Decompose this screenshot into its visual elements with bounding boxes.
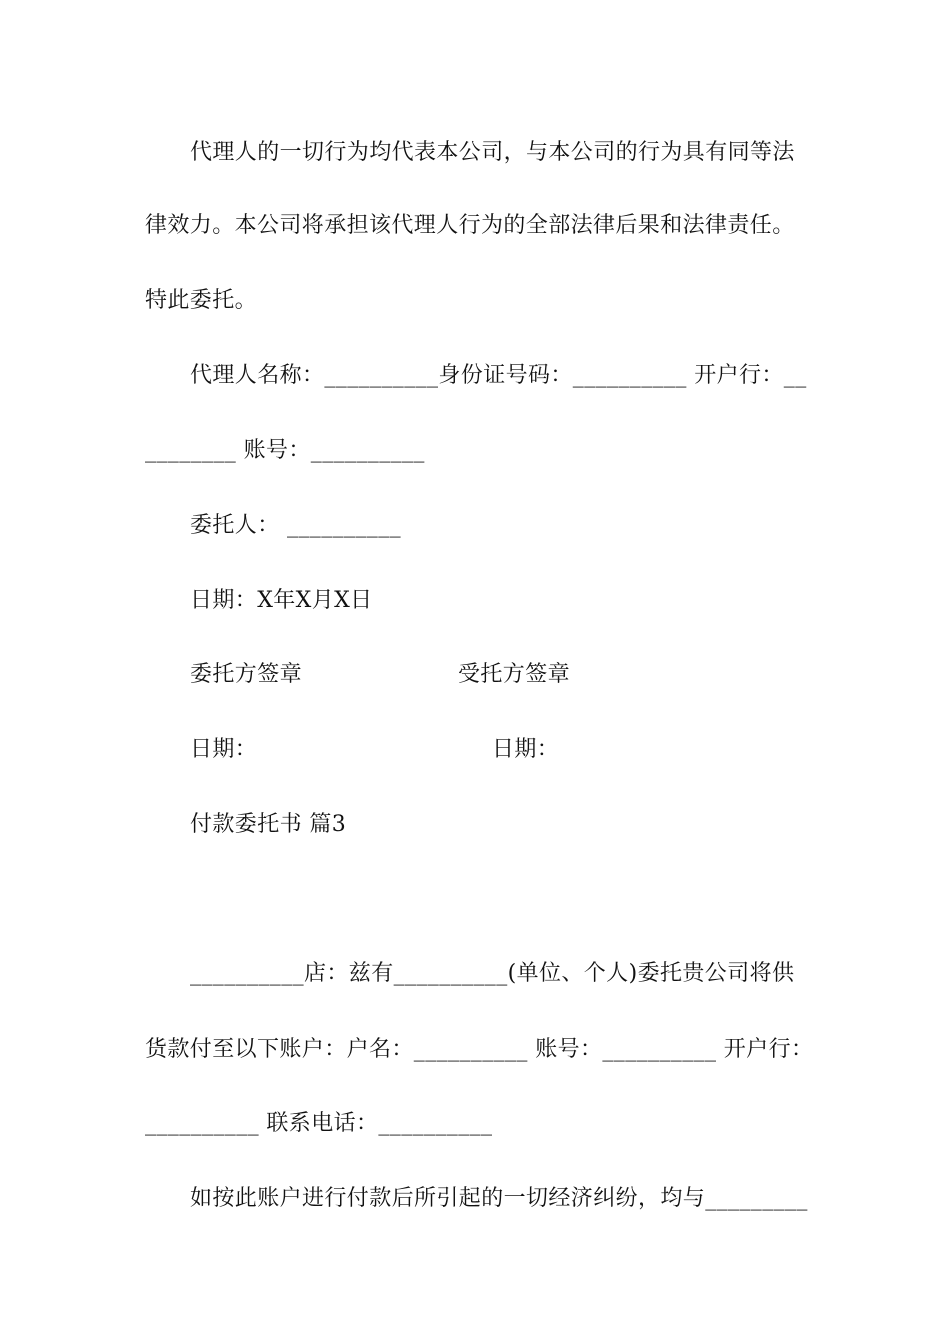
paragraph-line-1: 代理人的一切行为均代表本公司，与本公司的行为具有同等法 (190, 140, 795, 165)
section-heading: 付款委托书 篇3 (190, 812, 347, 837)
closing-line: 特此委托。 (145, 288, 258, 313)
payment-paragraph-line-2: 货款付至以下账户：户名：__________ 账号：__________ 开户行： (145, 1037, 814, 1062)
principal-seal-label: 委托方签章 (190, 662, 303, 687)
date-line: 日期：X年X月X日 (190, 588, 373, 613)
payment-paragraph-line-3: __________ 联系电话：__________ (145, 1111, 493, 1136)
paragraph-line-2: 律效力。本公司将承担该代理人行为的全部法律后果和法律责任。 (145, 213, 795, 238)
principal-line: 委托人： __________ (190, 513, 401, 538)
payment-paragraph-line-1: __________店：兹有__________(单位、个人)委托贵公司将供 (190, 961, 795, 986)
agent-info-line-1: 代理人名称：__________身份证号码：__________ 开户行：__ (190, 363, 807, 388)
agent-info-line-2: ________ 账号：__________ (145, 438, 425, 463)
dispute-paragraph-line-1: 如按此账户进行付款后所引起的一切经济纠纷，均与_________ (190, 1186, 808, 1211)
agent-seal-label: 受托方签章 (458, 662, 571, 687)
principal-date-label: 日期： (190, 737, 258, 762)
agent-date-label: 日期： (492, 737, 560, 762)
